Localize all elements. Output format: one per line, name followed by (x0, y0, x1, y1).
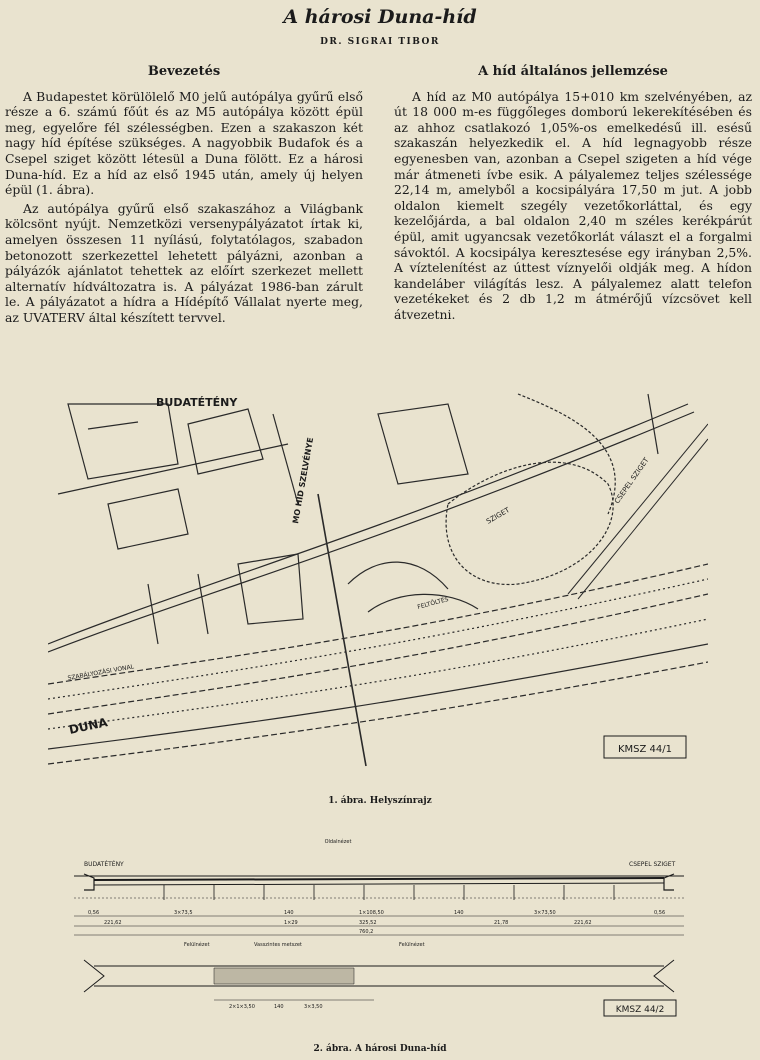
dim-8: 221,62 (104, 920, 122, 926)
section-heading-general: A híd általános jellemzése (478, 64, 668, 79)
article-title: A hárosi Duna-híd (283, 6, 477, 28)
left-column (5, 64, 363, 329)
dim-total: 760,2 (359, 929, 374, 935)
sublabel-3: Felülnézet (399, 942, 425, 948)
label-budateteny-2: BUDATÉTÉNY (84, 861, 124, 868)
label-budateteny: BUDATÉTÉNY (156, 396, 238, 409)
paragraph: Az autópálya gyűrű első szakaszához a Világbank kölcsönt nyújt. Nemzetközi versenypályázatot írtak ki, amelyen összesen 11 nyílású, folytatólagos, szabadon betonozott szerkezettel lehetett pályázni, azonban a pályázók ajánlatot tehettek az előírt szerkezet mellett alternatív hídváltozatra is. A pályázat 1986-ban zárult le. A pályázatot a hídra a Hídépítő Vállalat nyerte meg, az UVATERV által készített tervvel. (5, 200, 363, 325)
label-csepel-2: CSEPEL SZIGET (629, 861, 676, 868)
label-csepel: CSEPEL SZIGET (613, 456, 651, 506)
dim-1: 0,56 (88, 910, 100, 916)
dim-7: 0,56 (654, 910, 666, 916)
dim-3: 140 (284, 910, 294, 916)
dim-2: 3×73,5 (174, 910, 193, 916)
label-sziget: SZIGET (485, 506, 512, 526)
dim-6: 3×73,50 (534, 910, 556, 916)
section-heading-intro: Bevezetés (147, 64, 221, 79)
paragraph: A híd az M0 autópálya 15+010 km szelvényében, az út 18 000 m-es függőleges domború lekerekítésében és az ahhoz csatlakozó 1,05%-os emelkedésű ill. esésű szakaszán helyezkedik el. A híd legnagyobb része egyenesben van, azonban a Csepel szigeten a híd vége már átmeneti ívbe esik. A pályalemez teljes szélessége 22,14 m, amelyből a kocsipályára 17,50 m jut. A jobb oldalon kiemelt szegély vezetőkorláttal, és egy kezelőjárda, a bal oldalon 2,40 m széles kerékpárút épül, amit ugyancsak vezetőkorlát választ el a forgalmi sávoktól. A kocsipálya keresztesése egy irányban 2,5%. A víztelenítést az úttest víznyelői oldják meg. A hídon kandeláber világítás lesz. A pályalemez alatt telefon vezetékeket és 2 db 1,2 m átmérőjű vízcsövet kell átvezetni. (394, 88, 752, 322)
label-duna: DUNA (67, 715, 109, 737)
dim-11: 21,78 (494, 920, 509, 926)
dim-4: 1×108,50 (359, 910, 384, 916)
right-column (394, 64, 752, 326)
sublabel-2: Vasszintes metszet (254, 942, 302, 948)
dim-5: 140 (454, 910, 464, 916)
label-m0-hid: MO HÍD SZELVÉNYE (291, 436, 316, 525)
dim-10: 325,52 (359, 920, 377, 926)
dim-12: 221,62 (574, 920, 592, 926)
label-szabalyozasi: SZABÁLYOZÁSI VONAL (67, 663, 135, 682)
plan-dim-1: 2×1×3,50 (229, 1004, 255, 1010)
figure2-caption: 2. ábra. A hárosi Duna-híd (313, 1044, 447, 1054)
figure1-caption: 1. ábra. Helyszínrajz (328, 796, 432, 806)
figure1-code: KMSZ 44/1 (617, 744, 673, 755)
article-author: DR. SIGRAI TIBOR (320, 37, 440, 47)
figure2-code: KMSZ 44/2 (615, 1005, 665, 1015)
paragraph: A Budapestet körülölelő M0 jelű autópálya gyűrű első része a 6. számú főút és az M5 autópálya között épül meg, egyelőre fél szélességben. Ezen a szakaszon két nagy híd építése szükséges. A nagyobbik Budafok és a Csepel sziget között létesül a Duna fölött. Ez a hárosi Duna-híd. Ez a híd az első 1945 után, amely új helyen épül (1. ábra). (5, 88, 363, 198)
plan-dim-2: 140 (274, 1004, 284, 1010)
sublabel-1: Felülnézet (184, 942, 210, 948)
dim-9: 1×29 (284, 920, 298, 926)
bridge-elevation-figure (74, 838, 684, 1038)
label-oldalnezet: Oldalnézet (324, 839, 352, 845)
site-plan-figure (48, 384, 708, 774)
label-feltoltes: FELTÖLTÉS (416, 595, 450, 611)
plan-dim-3: 3×3,50 (304, 1004, 323, 1010)
